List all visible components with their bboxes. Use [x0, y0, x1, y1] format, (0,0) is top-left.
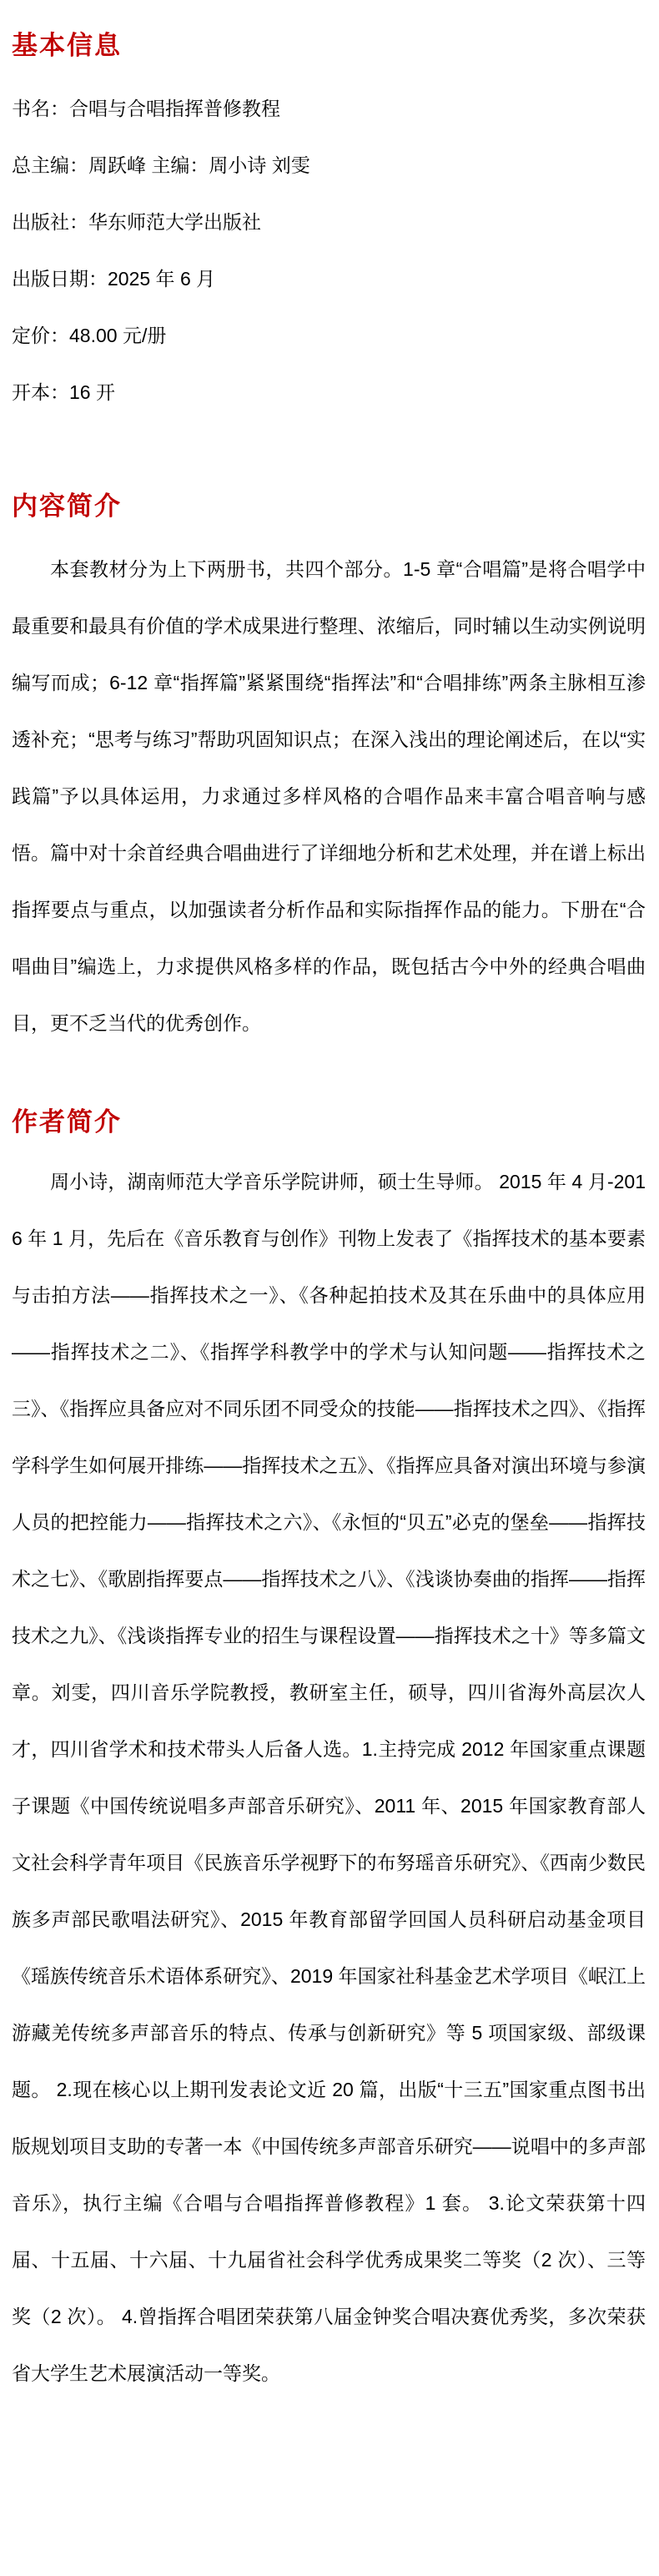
content-intro-heading: 内容简介 — [12, 492, 122, 521]
author-intro-heading: 作者简介 — [12, 1107, 122, 1137]
section-content-intro — [12, 489, 646, 1051]
section-author-intro — [12, 1105, 646, 2402]
info-format: 开本：16 开 — [12, 381, 115, 403]
content-intro-paragraph: 本套教材分为上下两册书，共四个部分。1-5 章“合唱篇”是将合唱学中最重要和最具有价值的学术成果进行整理、浓缩后，同时辅以生动实例说明编写而成；6-12 章“指挥篇”紧紧围绕“指挥法”和“合唱排练”两条主脉相互渗透补充；“思考与练习”帮助巩固知识点；在深入浅出的理论阐述后，在以“实践篇”予以具体运用，力求通过多样风格的合唱作品来丰富合唱音响与感悟。篇中对十余首经典合唱曲进行了详细地分析和艺术处理，并在谱上标出指挥要点与重点，以加强读者分析作品和实际指挥作品的能力。下册在“合唱曲目”编选上，力求提供风格多样的作品，既包括古今中外的经典合唱曲目，更不乏当代的优秀创作。 — [12, 558, 646, 1034]
info-book-title: 书名：合唱与合唱指挥普修教程 — [12, 98, 280, 119]
info-publish-date: 出版日期：2025 年 6 月 — [12, 268, 216, 290]
section-basic-info — [12, 28, 646, 421]
author-intro-paragraph: 周小诗，湖南师范大学音乐学院讲师，硕士生导师。 2015 年 4 月-2016 年 1 月，先后在《音乐教育与创作》刊物上发表了《指挥技术的基本要素与击拍方法——指挥技术之一》、《各种起拍技术及其在乐曲中的具体应用——指挥技术之二》、《指挥学科教学中的学术与认知问题——指挥技术之三》、《指挥应具备应对不同乐团不同受众的技能——指挥技术之四》、《指挥学科学生如何展开排练——指挥技术之五》、《指挥应具备对演出环境与参演人员的把控能力——指挥技术之六》、《永恒的“贝五”必克的堡垒——指挥技术之七》、《歌剧指挥要点——指挥技术之八》、《浅谈协奏曲的指挥——指挥技术之九》、《浅谈指挥专业的招生与课程设置——指挥技术之十》等多篇文章。刘雯，四川音乐学院教授，教研室主任，硕导，四川省海外高层次人才，四川省学术和技术带头人后备人选。1.主持完成 2012 年国家重点课题子课题《中国传统说唱多声部音乐研究》、2011 年、2015 年国家教育部人文社会科学青年项目《民族音乐学视野下的布努瑶音乐研究》、《西南少数民族多声部民歌唱法研究》、2015 年教育部留学回国人员科研启动基金项目《瑶族传统音乐术语体系研究》、2019 年国家社科基金艺术学项目《岷江上游藏羌传统多声部音乐的特点、传承与创新研究》等 5 项国家级、部级课题。 2.现在核心以上期刊发表论文近 20 篇，出版“十三五”国家重点图书出版规划项目支助的专著一本《中国传统多声部音乐研究——说唱中的多声部音乐》，执行主编《合唱与合唱指挥普修教程》1 套。 3.论文荣获第十四届、十五届、十六届、十九届省社会科学优秀成果奖二等奖（2 次）、三等奖（2 次）。 4.曾指挥合唱团荣获第八届金钟奖合唱决赛优秀奖，多次荣获省大学生艺术展演活动一等奖。 — [12, 1171, 646, 2384]
info-price: 定价：48.00 元/册 — [12, 325, 167, 346]
info-publisher: 出版社：华东师范大学出版社 — [12, 211, 261, 233]
basic-info-heading: 基本信息 — [12, 31, 122, 60]
info-editors: 总主编：周跃峰 主编：周小诗 刘雯 — [12, 154, 310, 176]
